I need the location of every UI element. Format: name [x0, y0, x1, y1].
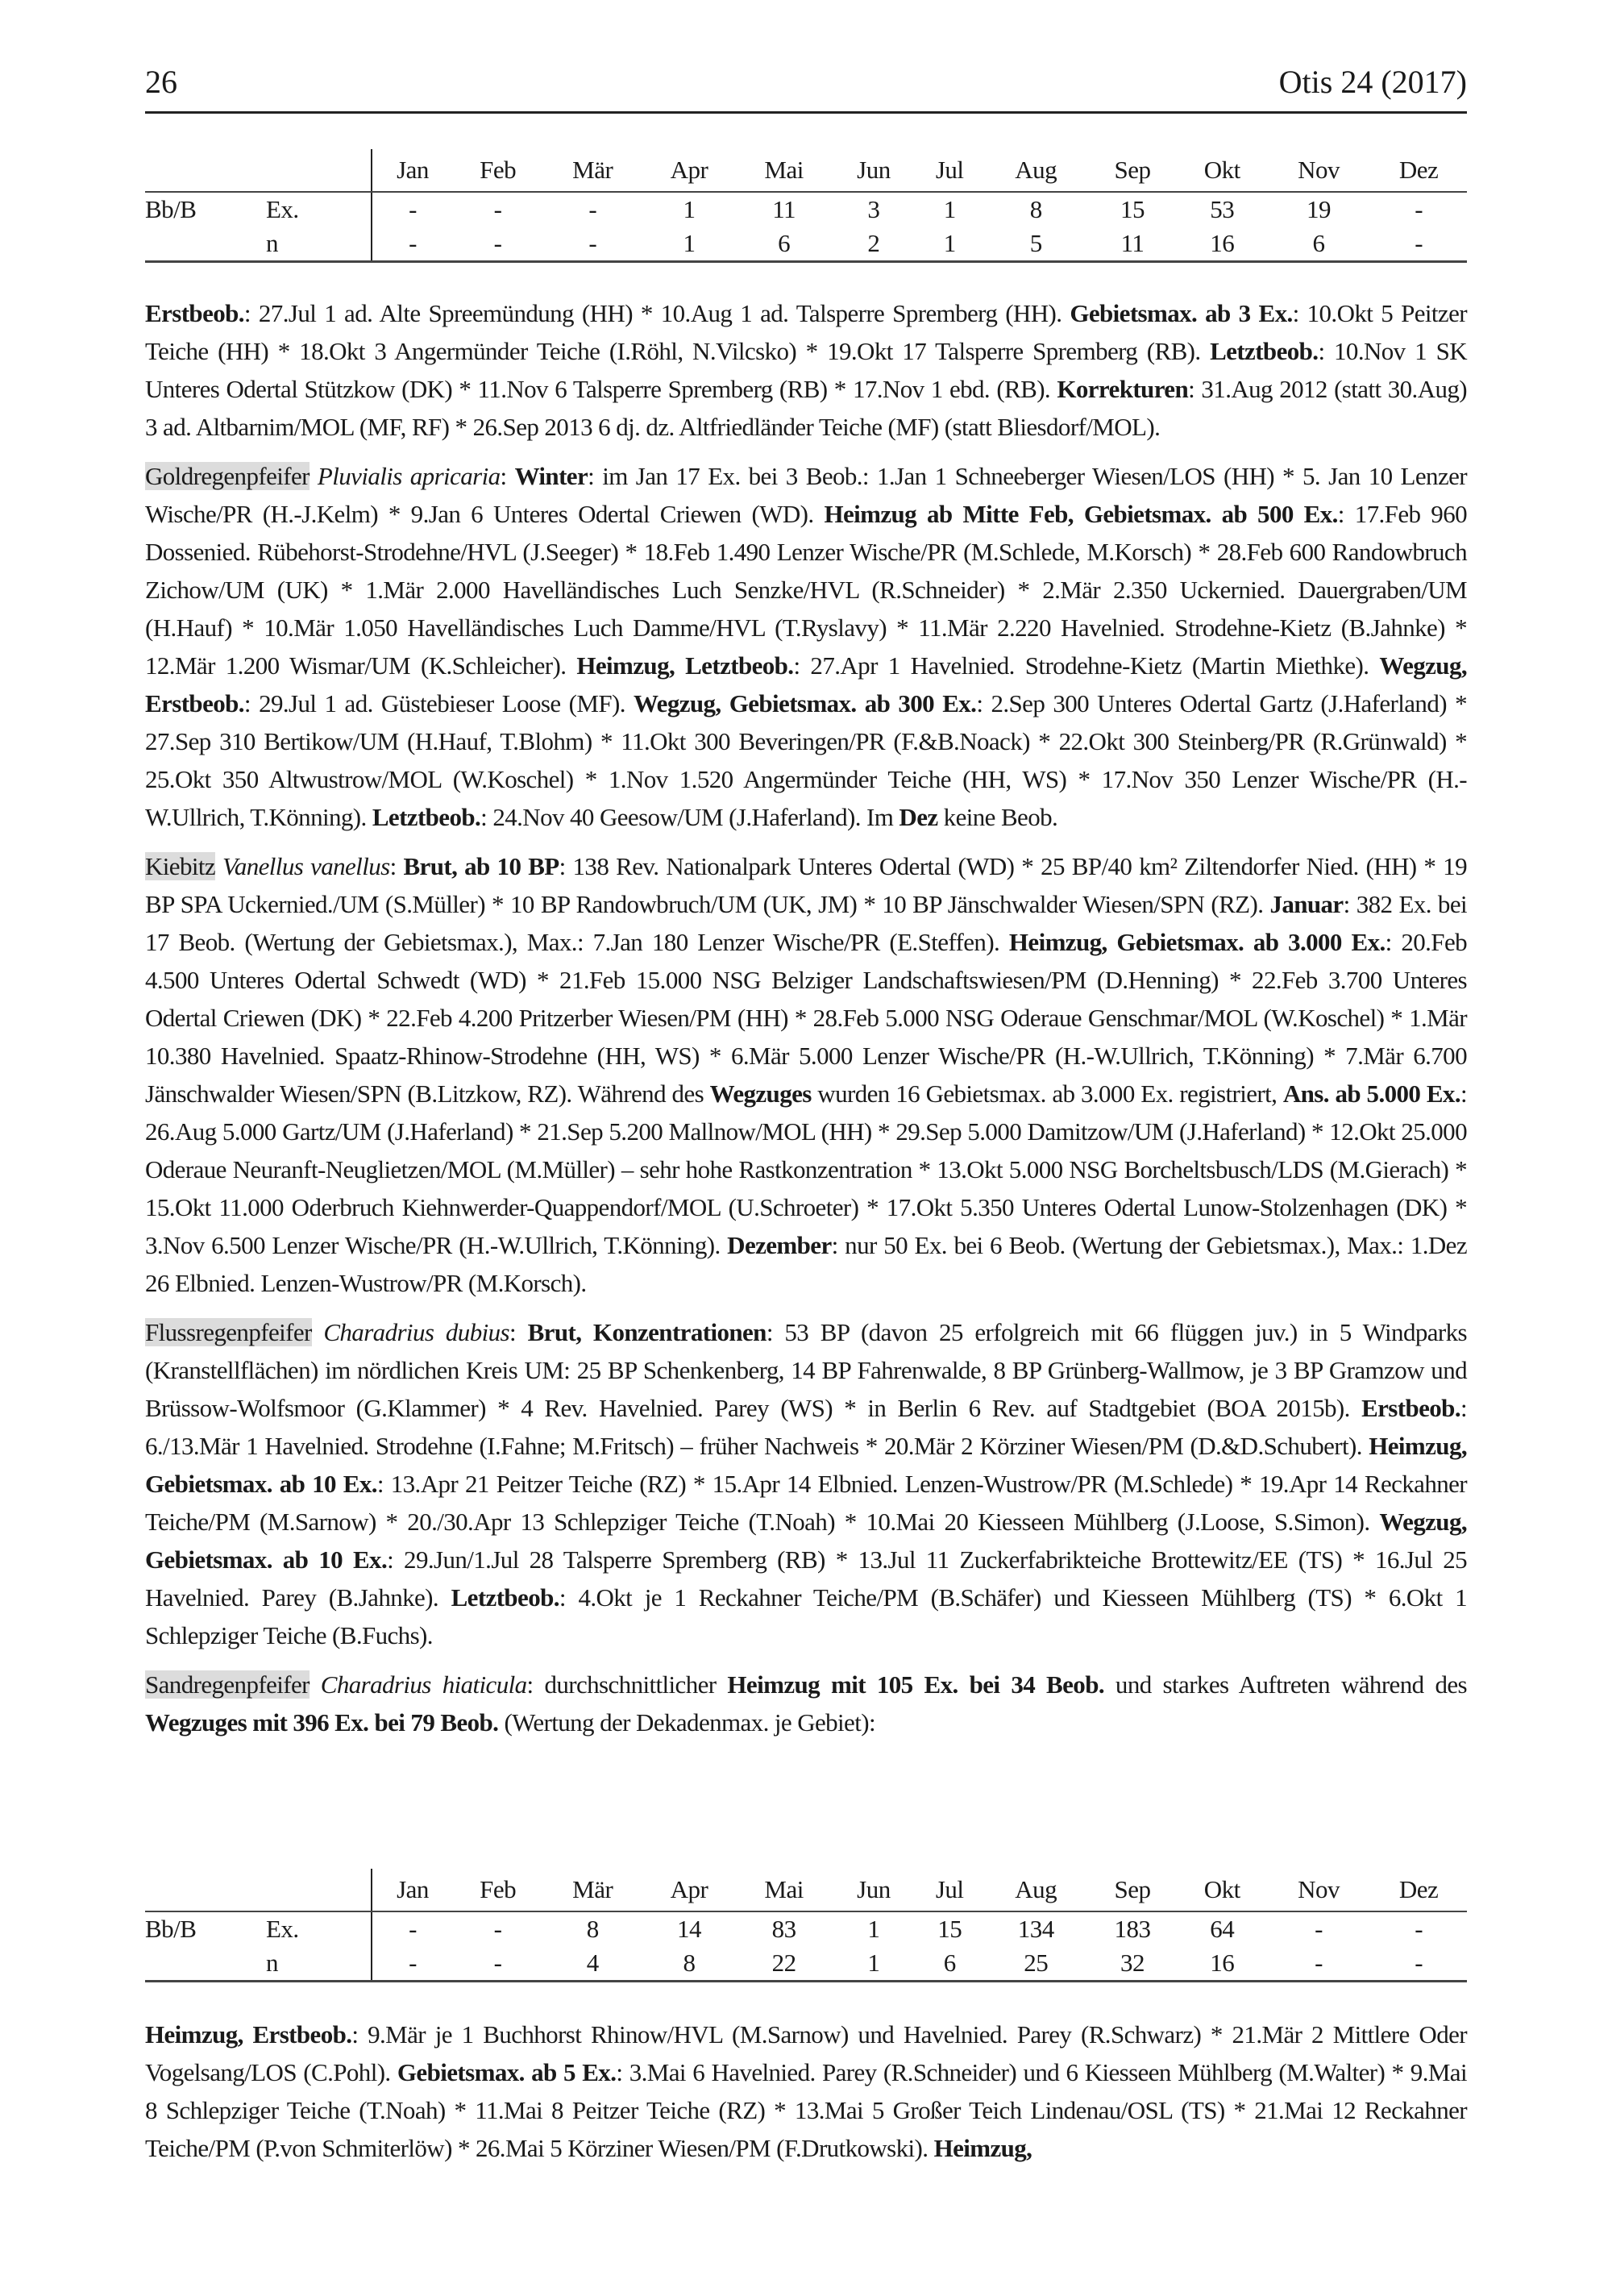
table-cell: -	[493, 195, 502, 223]
table-cell: -	[453, 227, 542, 262]
month-header: Apr	[642, 149, 736, 192]
empty-cell	[145, 1869, 266, 1911]
bold-label: Januar	[1269, 890, 1344, 918]
bold-label: Gebietsmax. ab 5 Ex.	[397, 2058, 617, 2086]
month-header: Sep	[1087, 149, 1177, 192]
month-header: Nov	[1267, 149, 1370, 192]
text-run: wurden 16 Gebietsmax. ab 3.000 Ex. registriert,	[811, 1079, 1283, 1108]
text-run: : 3.Mai 6 Havelnied. Parey (R.Schneider) und 6 Kiesseen Mühlberg (M.Walter) * 9.Mai 8 Schlepziger Teiche (T.Noah) * 11.Mai 8 Peitzer Teiche (RZ) * 13.Mai 5 Großer Teich Lindenau/OSL (TS) * 21.Mai 12 Reckahner Teiche/PM (P.von Schmiterlöw) * 26.Mai 5 Körziner Wiesen/PM (F.Drutkowski).	[145, 2058, 1467, 2162]
month-header: Mär	[542, 149, 642, 192]
page-header	[145, 63, 1467, 114]
paragraph	[145, 1666, 1467, 1741]
table-cell: -	[542, 227, 642, 262]
table-cell: 1	[943, 195, 956, 223]
month-header: Jun	[833, 149, 916, 192]
text-run: :	[509, 1318, 528, 1346]
page-number: 26	[145, 64, 177, 100]
table-cell: -	[1415, 1915, 1423, 1943]
month-header: Jul	[915, 1869, 984, 1911]
row-region	[145, 1946, 266, 1982]
month-header: Mai	[736, 1869, 833, 1911]
text-run: : 53 BP (davon 25 erfolgreich mit 66 flüggen juv.) in 5 Windparks (Kranstellflächen) im nördlichen Kreis UM: 25 BP Schenkenberg, 14 BP Fahrenwalde, 8 BP Grünberg-Wallmow, je 3 BP Gramzow und Brüssow-Wolfsmoor (G.Klammer) * 4 Rev. Havelnied. Parey (WS) * in Berlin 6 Rev. auf Stadtgebiet (BOA 2015b).	[145, 1318, 1468, 1422]
bold-label: Wegzuges	[709, 1079, 812, 1108]
bold-label: Dezember	[727, 1231, 832, 1259]
bold-label: Wegzuges mit 396 Ex. bei 79 Beob.	[145, 1708, 499, 1737]
table-cell: -	[409, 1915, 417, 1943]
text-run: : 2.Sep 300 Unteres Odertal Gartz (J.Haferland) * 27.Sep 310 Bertikow/UM (H.Hauf, T.Blohm) * 11.Okt 300 Beveringen/PR (F.&B.Noack) * 22.Okt 300 Steinberg/PR (R.Grünwald) * 25.Okt 350 Altwustrow/MOL (W.Koschel) * 1.Nov 1.520 Angermünder Teiche (HH, WS) * 17.Nov 350 Lenzer Wische/PR (H.-W.Ullrich, T.Könning).	[145, 689, 1467, 831]
bold-label: Letztbeob.	[1210, 337, 1319, 365]
empty-cell	[145, 149, 266, 192]
species-name-highlighted: Goldregenpfeifer	[145, 462, 310, 490]
empty-cell	[266, 149, 372, 192]
table-cell: -	[372, 227, 453, 262]
table-cell: -	[588, 195, 597, 223]
bold-label: Korrekturen	[1057, 375, 1189, 403]
month-header: Mär	[542, 1869, 642, 1911]
table-cell: 1	[683, 195, 696, 223]
text-run: : 13.Apr 21 Peitzer Teiche (RZ) * 15.Apr 14 Elbnied. Lenzen-Wustrow/PR (M.Schlede) * 19.Apr 14 Reckahner Teiche/PM (M.Sarnow) * 20./30.Apr 13 Schlepziger Teiche (T.Noah) * 10.Mai 20 Kiesseen Mühlberg (J.Loose, S.Simon).	[145, 1470, 1468, 1536]
table-cell: -	[453, 1946, 542, 1982]
bold-label: Letztbeob.	[451, 1583, 559, 1612]
table-cell: 11	[1087, 227, 1177, 262]
bold-label: Erstbeob.	[145, 299, 244, 327]
text-run: : 10.Nov 1 SK Unteres Odertal Stützkow (DK) * 11.Nov 6 Talsperre Spremberg (RB) * 17.Nov 1 ebd. (RB).	[145, 337, 1468, 403]
table-cell: 6	[736, 227, 833, 262]
table-cell: -	[372, 1946, 453, 1982]
text-run	[310, 462, 318, 490]
table-cell: 83	[771, 1915, 796, 1943]
table-cell: 32	[1087, 1946, 1177, 1982]
bold-label: Wegzug, Erstbeob.	[145, 651, 1467, 718]
species-latin-name: Charadrius dubius	[323, 1318, 509, 1346]
table-cell: 53	[1210, 195, 1235, 223]
monthly-table-2	[145, 1869, 1467, 1982]
text-run: :	[389, 852, 404, 880]
bold-label: Wegzug, Gebietsmax. ab 10 Ex.	[145, 1508, 1467, 1574]
table-cell: 5	[984, 227, 1087, 262]
text-run: : nur 50 Ex. bei 6 Beob. (Wertung der Gebietsmax.), Max.: 1.Dez 26 Elbnied. Lenzen-Wustrow/PR (M.Korsch).	[145, 1231, 1467, 1297]
text-run	[215, 852, 222, 880]
text-run: : 26.Aug 5.000 Gartz/UM (J.Haferland) * 21.Sep 5.200 Mallnow/MOL (HH) * 29.Sep 5.000 Damitzow/UM (J.Haferland) * 12.Okt 25.000 Oderaue Neuranft-Neuglietzen/MOL (M.Müller) – sehr hohe Rastkonzentration * 13.Okt 5.000 NSG Borcheltsbusch/LDS (M.Gierach) * 15.Okt 11.000 Oderbruch Kiehnwerder-Quappendorf/MOL (U.Schroeter) * 17.Okt 5.350 Unteres Odertal Lunow-Stolzenhagen (DK) * 3.Nov 6.500 Lenzer Wische/PR (H.-W.Ullrich, T.Könning).	[145, 1079, 1467, 1259]
text-run: : im Jan 17 Ex. bei 3 Beob.: 1.Jan 1 Schneeberger Wiesen/LOS (HH) * 5. Jan 10 Lenzer Wische/PR (H.-J.Kelm) * 9.Jan 6 Unteres Odertal Criewen (WD).	[145, 462, 1467, 528]
row-metric: n	[266, 1946, 372, 1982]
month-header: Dez	[1370, 1869, 1467, 1911]
bold-label: Heimzug mit 105 Ex. bei 34 Beob.	[727, 1670, 1104, 1699]
table-header-row	[145, 149, 1467, 192]
bold-label: Heimzug, Letztbeob.	[576, 651, 794, 680]
table-cell: 8	[642, 1946, 736, 1982]
month-header: Nov	[1267, 1869, 1370, 1911]
paragraph	[145, 2015, 1467, 2167]
month-header: Feb	[453, 1869, 542, 1911]
table-cell: 15	[1120, 195, 1145, 223]
month-header: Jan	[372, 1869, 453, 1911]
month-header: Okt	[1178, 1869, 1267, 1911]
row-metric: n	[266, 227, 372, 262]
month-header: Sep	[1087, 1869, 1177, 1911]
bold-label: Wegzug, Gebietsmax. ab 300 Ex.	[633, 689, 977, 718]
bold-label: Heimzug, Erstbeob.	[145, 2020, 352, 2049]
text-run: keine Beob.	[937, 803, 1058, 831]
bold-label: Heimzug, Gebietsmax. ab 10 Ex.	[145, 1432, 1467, 1498]
species-name-highlighted: Flussregenpfeifer	[145, 1318, 312, 1346]
empty-cell	[266, 1869, 372, 1911]
species-latin-name: Charadrius hiaticula	[320, 1670, 527, 1699]
text-run: (Wertung der Dekadenmax. je Gebiet):	[498, 1708, 875, 1737]
month-header: Aug	[984, 1869, 1087, 1911]
row-region: Bb/B	[145, 1915, 197, 1943]
table-row	[145, 1911, 1467, 1946]
table-cell: -	[1267, 1946, 1370, 1982]
text-run: : 27.Jul 1 ad. Alte Spreemündung (HH) * 10.Aug 1 ad. Talsperre Spremberg (HH).	[243, 299, 1070, 327]
month-header: Jan	[372, 149, 453, 192]
text-run: : 31.Aug 2012 (statt 30.Aug) 3 ad. Altbarnim/MOL (MF, RF) * 26.Sep 2013 6 dj. dz. Altfriedländer Teiche (MF) (statt Bliesdorf/MOL).	[145, 375, 1467, 441]
table-cell: -	[1315, 1915, 1323, 1943]
bold-label: Letztbeob.	[372, 803, 481, 831]
paragraph	[145, 457, 1467, 836]
table-cell: 16	[1178, 227, 1267, 262]
month-header: Dez	[1370, 149, 1467, 192]
text-run: : 10.Okt 5 Peitzer Teiche (HH) * 18.Okt 3 Angermünder Teiche (I.Röhl, N.Vilcsko) * 19.Okt 17 Talsperre Spremberg (RB).	[145, 299, 1467, 365]
table-cell: -	[1370, 227, 1467, 262]
bold-label: Heimzug ab Mitte Feb, Gebietsmax. ab 500 Ex.	[824, 500, 1338, 528]
text-run: : 4.Okt je 1 Reckahner Teiche/PM (B.Schäfer) und Kiesseen Mühlberg (TS) * 6.Okt 1 Schlepziger Teiche (B.Fuchs).	[145, 1583, 1468, 1649]
table-cell: 183	[1114, 1915, 1151, 1943]
row-metric: Ex.	[266, 1911, 372, 1946]
journal-title: Otis 24 (2017)	[1278, 64, 1467, 100]
text-block-2	[145, 2015, 1467, 2178]
row-region	[145, 227, 266, 262]
text-run: : 138 Rev. Nationalpark Unteres Odertal (WD) * 25 BP/40 km² Ziltendorfer Nied. (HH) * 19 BP SPA Uckernied./UM (S.Müller) * 10 BP Randowbruch/UM (UK, JM) * 10 BP Jänschwalder Wiesen/SPN (RZ).	[145, 852, 1467, 918]
text-run: : 382 Ex. bei 17 Beob. (Wertung der Gebietsmax.), Max.: 7.Jan 180 Lenzer Wische/PR (E.Steffen).	[145, 890, 1467, 956]
table-cell: 22	[736, 1946, 833, 1982]
text-run: : 24.Nov 40 Geesow/UM (J.Haferland). Im	[480, 803, 899, 831]
bold-label: Erstbeob.	[1361, 1394, 1460, 1422]
table-row	[145, 227, 1467, 262]
table-cell: 19	[1307, 195, 1332, 223]
table-cell: -	[493, 1915, 502, 1943]
bold-label: Heimzug, Gebietsmax. ab 3.000 Ex.	[1008, 928, 1386, 956]
text-run: : 9.Mär je 1 Buchhorst Rhinow/HVL (M.Sarnow) und Havelnied. Parey (R.Schwarz) * 21.Mär 2 Mittlere Oder Vogelsang/LOS (C.Pohl).	[145, 2020, 1467, 2086]
table-cell: 64	[1210, 1915, 1235, 1943]
month-header: Okt	[1178, 149, 1267, 192]
table-cell: 1	[915, 227, 984, 262]
table-cell: 8	[586, 1915, 599, 1943]
table-cell: 15	[937, 1915, 962, 1943]
monthly-table-1	[145, 149, 1467, 263]
table-row	[145, 192, 1467, 227]
table-cell: 1	[833, 1946, 916, 1982]
text-run: : 29.Jul 1 ad. Güstebieser Loose (MF).	[243, 689, 634, 718]
month-header: Jul	[915, 149, 984, 192]
table-cell: 3	[867, 195, 880, 223]
text-run: : 20.Feb 4.500 Unteres Odertal Schwedt (WD) * 21.Feb 15.000 NSG Belziger Landschaftswiesen/PM (D.Henning) * 22.Feb 3.700 Unteres Odertal Criewen (DK) * 22.Feb 4.200 Pritzerber Wiesen/PM (HH) * 28.Feb 5.000 NSG Oderaue Genschmar/MOL (W.Koschel) * 1.Mär 10.380 Havelnied. Spaatz-Rhinow-Strodehne (HH, WS) * 6.Mär 5.000 Lenzer Wische/PR (H.-W.Ullrich, T.Könning) * 7.Mär 6.700 Jänschwalder Wiesen/SPN (B.Litzkow, RZ). Während des	[145, 928, 1468, 1108]
table-cell: 1	[867, 1915, 880, 1943]
month-header: Jun	[833, 1869, 916, 1911]
table-cell: -	[1415, 195, 1423, 223]
text-block-1	[145, 294, 1467, 1753]
paragraph	[145, 294, 1467, 446]
month-header: Mai	[736, 149, 833, 192]
species-name-highlighted: Sandregenpfeifer	[145, 1670, 310, 1699]
table-cell: -	[409, 195, 417, 223]
table-cell: 4	[542, 1946, 642, 1982]
bold-label: Winter	[514, 462, 588, 490]
paragraph	[145, 847, 1467, 1302]
table-row	[145, 1946, 1467, 1982]
table-cell: 2	[833, 227, 916, 262]
paragraph	[145, 1313, 1467, 1654]
text-run: : durchschnittlicher	[526, 1670, 728, 1699]
text-run: : 17.Feb 960 Dossenied. Rübehorst-Strodehne/HVL (J.Seeger) * 18.Feb 1.490 Lenzer Wische/PR (M.Schlede, M.Korsch) * 28.Feb 600 Randowbruch Zichow/UM (UK) * 1.Mär 2.000 Havelländisches Luch Senzke/HVL (R.Schneider) * 2.Mär 2.350 Uckernied. Dauergraben/UM (H.Hauf) * 10.Mär 1.050 Havelländisches Luch Damme/HVL (T.Ryslavy) * 11.Mär 2.220 Havelnied. Strodehne-Kietz (B.Jahnke) * 12.Mär 1.200 Wismar/UM (K.Schleicher).	[145, 500, 1467, 680]
species-latin-name: Vanellus vanellus	[222, 852, 390, 880]
table-cell: 6	[1267, 227, 1370, 262]
bold-label: Ans. ab 5.000 Ex.	[1282, 1079, 1460, 1108]
row-metric: Ex.	[266, 192, 372, 227]
bold-label: Brut, Konzentrationen	[527, 1318, 767, 1346]
month-header: Aug	[984, 149, 1087, 192]
table-cell: 8	[1029, 195, 1042, 223]
table-header-row	[145, 1869, 1467, 1911]
table-cell: 14	[676, 1915, 701, 1943]
table-cell: 25	[984, 1946, 1087, 1982]
species-name-highlighted: Kiebitz	[145, 852, 216, 880]
species-latin-name: Pluvialis apricaria	[317, 462, 501, 490]
table-cell: 16	[1178, 1946, 1267, 1982]
text-run: und starkes Auftreten während des	[1103, 1670, 1467, 1699]
table-cell: -	[1370, 1946, 1467, 1982]
table-cell: 1	[642, 227, 736, 262]
bold-label: Heimzug,	[933, 2134, 1032, 2162]
month-header: Apr	[642, 1869, 736, 1911]
table-cell: 11	[772, 195, 796, 223]
text-run: : 6./13.Mär 1 Havelnied. Strodehne (I.Fahne; M.Fritsch) – früher Nachweis * 20.Mär 2 Körziner Wiesen/PM (D.&D.Schubert).	[145, 1394, 1467, 1460]
bold-label: Gebietsmax. ab 3 Ex.	[1070, 299, 1293, 327]
bold-label: Brut, ab 10 BP	[403, 852, 559, 880]
month-header: Feb	[453, 149, 542, 192]
bold-label: Dez	[899, 803, 938, 831]
row-region: Bb/B	[145, 195, 197, 223]
text-run: : 27.Apr 1 Havelnied. Strodehne-Kietz (Martin Miethke).	[793, 651, 1380, 680]
table-cell: 134	[1017, 1915, 1054, 1943]
text-run	[312, 1318, 324, 1346]
text-run: :	[500, 462, 515, 490]
table-cell: 6	[915, 1946, 984, 1982]
text-run	[310, 1670, 321, 1699]
text-run: : 29.Jun/1.Jul 28 Talsperre Spremberg (RB) * 13.Jul 11 Zuckerfabrikteiche Brottewitz/EE (TS) * 16.Jul 25 Havelnied. Parey (B.Jahnke).	[145, 1545, 1468, 1612]
